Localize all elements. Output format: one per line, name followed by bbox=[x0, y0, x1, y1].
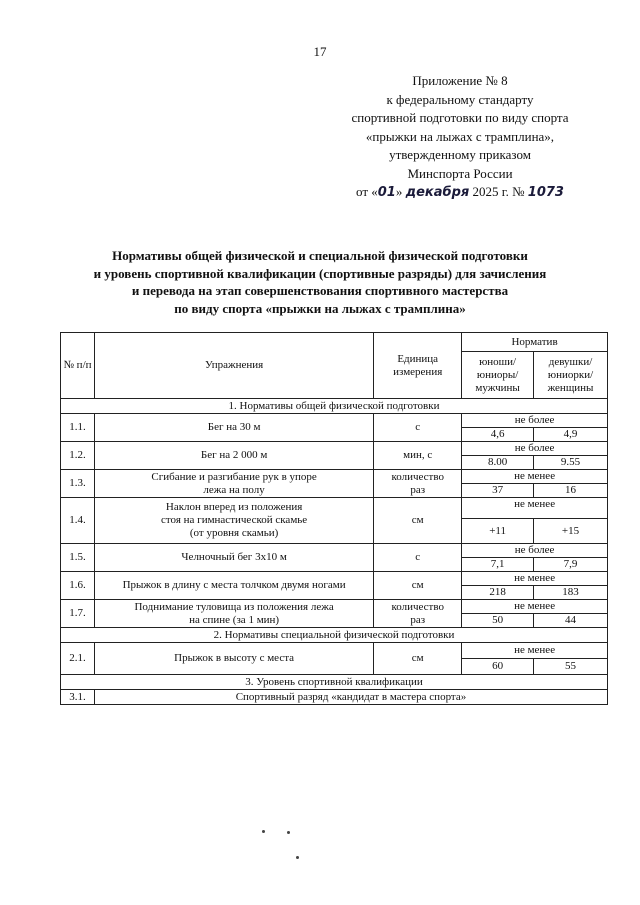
row-exercise-line: Сгибание и разгибание рук в упоре bbox=[151, 470, 317, 483]
section-row bbox=[61, 675, 608, 690]
row-boys-value: 37 bbox=[462, 484, 534, 498]
annex-line: «прыжки на лыжах с трамплина», bbox=[365, 128, 555, 144]
annex-line: Приложение № 8 bbox=[412, 73, 508, 88]
row-condition: не более bbox=[462, 442, 608, 456]
row-girls-value: 9.55 bbox=[534, 456, 608, 470]
table-header-row bbox=[61, 333, 608, 352]
row-condition: не менее bbox=[462, 470, 608, 484]
row-num: 1.5. bbox=[61, 544, 95, 572]
row-boys-value: 50 bbox=[462, 614, 534, 628]
section-row bbox=[61, 399, 608, 414]
order-date-line bbox=[356, 183, 564, 203]
date-mid: » bbox=[395, 184, 403, 199]
section-title: 2. Нормативы специальной физической подготовки bbox=[61, 628, 608, 643]
table-row bbox=[61, 572, 608, 586]
row-exercise: Челночный бег 3х10 м bbox=[94, 544, 373, 572]
row-condition: не менее bbox=[462, 643, 608, 659]
row-unit bbox=[374, 470, 462, 498]
row-boys-value: 8.00 bbox=[462, 456, 534, 470]
row-condition: не более bbox=[462, 544, 608, 558]
row-condition: не более bbox=[462, 414, 608, 428]
header-girls: девушки/ юниорки/ женщины bbox=[534, 352, 608, 399]
row-girls-value: 55 bbox=[534, 659, 608, 675]
row-unit: см bbox=[374, 643, 462, 675]
row-num: 1.6. bbox=[61, 572, 95, 600]
table-row bbox=[61, 690, 608, 705]
row-girls-value: 4,9 bbox=[534, 428, 608, 442]
row-girls-value: 183 bbox=[534, 586, 608, 600]
header-num: № п/п bbox=[61, 333, 95, 399]
row-exercise-line: стоя на гимнастической скамье bbox=[161, 514, 308, 526]
row-exercise-line: Поднимание туловища из положения лежа bbox=[134, 600, 334, 613]
annex-line: Минспорта России bbox=[407, 165, 513, 181]
row-condition: не менее bbox=[462, 572, 608, 586]
row-unit: см bbox=[374, 498, 462, 544]
row-condition: не менее bbox=[462, 498, 608, 519]
row-exercise bbox=[94, 470, 373, 498]
title-line: и уровень спортивной квалификации (спортивные разряды) для зачисления bbox=[93, 265, 547, 281]
scan-speck bbox=[296, 856, 299, 859]
annex-line: к федеральному стандарту bbox=[386, 91, 534, 107]
row-num: 1.2. bbox=[61, 442, 95, 470]
title-line: по виду спорта «прыжки на лыжах с трамплина» bbox=[174, 300, 466, 316]
section-title: 3. Уровень спортивной квалификации bbox=[61, 675, 608, 690]
annex-line: спортивной подготовки по виду спорта bbox=[351, 110, 569, 125]
row-unit: см bbox=[374, 572, 462, 600]
header-norm: Норматив bbox=[462, 333, 608, 352]
row-exercise: Прыжок в высоту с места bbox=[94, 643, 373, 675]
row-unit-line: количество bbox=[391, 600, 444, 613]
row-exercise bbox=[94, 498, 373, 544]
row-num: 1.1. bbox=[61, 414, 95, 442]
header-boys: юноши/ юниоры/ мужчины bbox=[462, 352, 534, 399]
row-exercise-line: Наклон вперед из положения bbox=[165, 501, 303, 513]
row-unit-line: раз bbox=[410, 613, 426, 626]
row-num: 3.1. bbox=[61, 690, 95, 705]
title-line: Нормативы общей физической и специальной физической подготовки bbox=[112, 248, 528, 263]
row-boys-value: 4,6 bbox=[462, 428, 534, 442]
standards-table bbox=[60, 332, 608, 705]
row-exercise-line: (от уровня скамьи) bbox=[189, 527, 279, 539]
row-girls-value: 7,9 bbox=[534, 558, 608, 572]
annex-block bbox=[340, 72, 580, 203]
row-num: 2.1. bbox=[61, 643, 95, 675]
title-line: и перевода на этап совершенствования спортивного мастерства bbox=[131, 283, 509, 298]
row-girls-value: 44 bbox=[534, 614, 608, 628]
row-boys-value: 7,1 bbox=[462, 558, 534, 572]
row-num: 1.3. bbox=[61, 470, 95, 498]
row-boys-value: 218 bbox=[462, 586, 534, 600]
row-exercise: Прыжок в длину с места толчком двумя ногами bbox=[94, 572, 373, 600]
row-unit: мин, с bbox=[374, 442, 462, 470]
table-row bbox=[61, 498, 608, 519]
table-row bbox=[61, 544, 608, 558]
row-condition: не менее bbox=[462, 600, 608, 614]
row-unit-line: раз bbox=[410, 483, 426, 496]
row-boys-value: 60 bbox=[462, 659, 534, 675]
row-exercise: Бег на 30 м bbox=[94, 414, 373, 442]
row-boys-value: +11 bbox=[462, 519, 534, 544]
date-month-handwritten: декабря bbox=[405, 185, 470, 200]
scan-speck bbox=[262, 830, 265, 833]
page-number: 17 bbox=[313, 44, 327, 59]
document-title bbox=[60, 247, 580, 317]
row-num: 1.7. bbox=[61, 600, 95, 628]
row-qualification: Спортивный разряд «кандидат в мастера спорта» bbox=[94, 690, 607, 705]
row-exercise-line: лежа на полу bbox=[203, 483, 265, 496]
order-number-handwritten: 1073 bbox=[527, 185, 564, 200]
row-num: 1.4. bbox=[61, 498, 95, 544]
section-title: 1. Нормативы общей физической подготовки bbox=[61, 399, 608, 414]
table-row bbox=[61, 442, 608, 456]
row-girls-value: +15 bbox=[534, 519, 608, 544]
date-prefix: от « bbox=[356, 184, 378, 199]
row-unit bbox=[374, 600, 462, 628]
scan-speck bbox=[287, 831, 290, 834]
date-year: 2025 г. № bbox=[472, 184, 525, 199]
row-exercise: Бег на 2 000 м bbox=[94, 442, 373, 470]
row-exercise-line: на спине (за 1 мин) bbox=[189, 613, 280, 626]
date-day-handwritten: 01 bbox=[377, 185, 396, 200]
header-exercise: Упражнения bbox=[94, 333, 373, 399]
row-unit: с bbox=[374, 544, 462, 572]
header-unit: Единица измерения bbox=[374, 333, 462, 399]
row-exercise bbox=[94, 600, 373, 628]
table-row bbox=[61, 600, 608, 614]
row-girls-value: 16 bbox=[534, 484, 608, 498]
section-row bbox=[61, 628, 608, 643]
table-row bbox=[61, 470, 608, 484]
table-row bbox=[61, 643, 608, 659]
row-unit: с bbox=[374, 414, 462, 442]
row-unit-line: количество bbox=[391, 470, 444, 483]
table-row bbox=[61, 414, 608, 428]
annex-line: утвержденному приказом bbox=[389, 147, 531, 162]
